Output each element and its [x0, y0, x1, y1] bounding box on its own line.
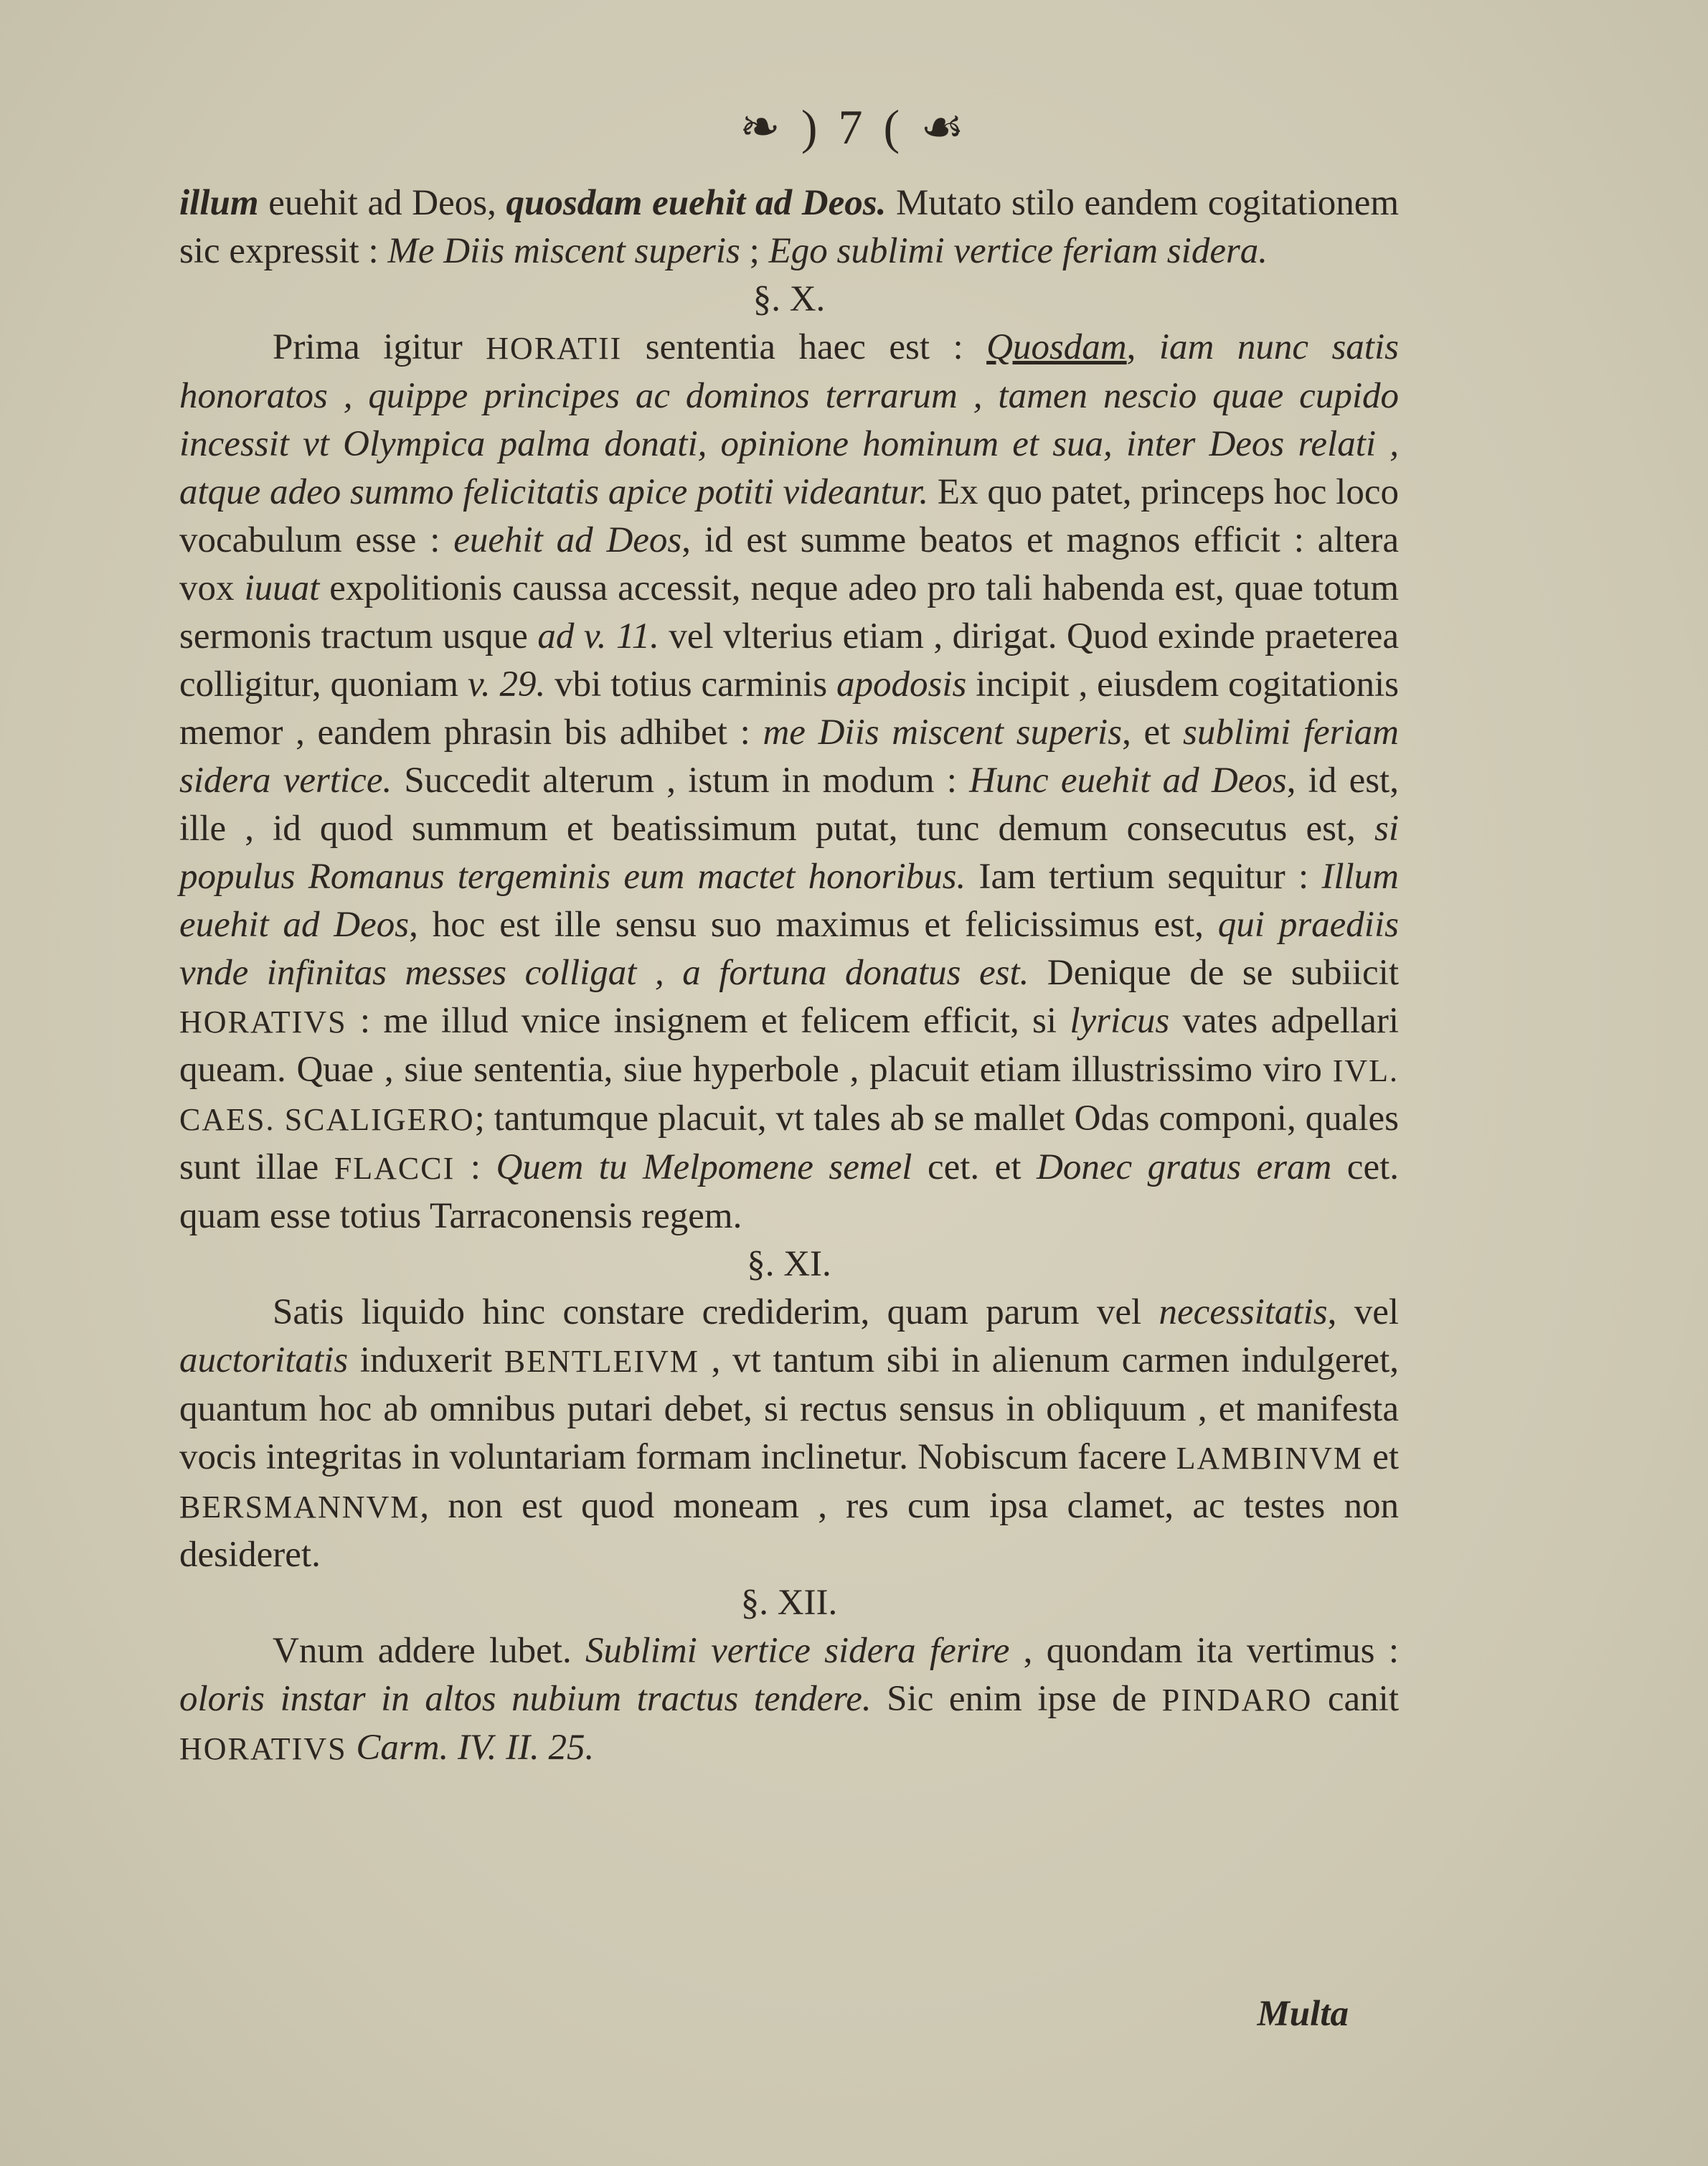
text-run: IVL. CAES. SCALIGERO	[179, 1053, 1399, 1137]
text-run: Me Diis miscent superis	[387, 231, 740, 271]
text-run: si populus Romanus tergeminis eum mactet honoribus.	[179, 809, 1399, 897]
text-run: PINDARO	[1161, 1682, 1313, 1718]
text-run: HORATIVS	[179, 1731, 347, 1766]
text-run: Ex quo patet, princeps hoc loco vocabulum esse :	[179, 472, 1400, 560]
text-run: qui praediis vnde infinitas messes colligat , a fortuna donatus est.	[179, 905, 1399, 993]
text-run: Succedit alterum , istum in modum :	[392, 761, 970, 801]
text-run: Sublimi vertice sidera ferire	[585, 1631, 1010, 1671]
text-run: Mutato stilo eandem cogitationem sic expressit :	[179, 183, 1400, 271]
text-run: apodosis	[836, 664, 967, 705]
paragraph-2	[179, 1289, 1399, 1579]
text-run: Vnum addere lubet.	[273, 1631, 585, 1671]
catchword: Multa	[1257, 1994, 1349, 2034]
text-run: Hunc euehit ad Deos	[969, 761, 1287, 801]
text-run: vel vlterius etiam , dirigat. Quod exinde praeterea colligitur, quoniam	[179, 616, 1399, 705]
text-run: et	[1363, 1437, 1400, 1477]
text-run: me Diis miscent superis	[763, 712, 1123, 753]
text-run: , vel	[1327, 1292, 1399, 1332]
text-run: Satis liquido hinc constare crediderim, quam parum vel	[273, 1292, 1159, 1332]
text-run: euehit ad Deos	[453, 520, 682, 560]
text-run: Illum euehit ad Deos	[179, 857, 1399, 945]
text-run: vates adpellari queam. Quae , siue sententia, siue hyperbole , placuit etiam illustrissimo viro	[179, 1001, 1399, 1090]
text-run: necessitatis	[1159, 1292, 1328, 1332]
text-run: , et	[1122, 712, 1183, 753]
text-run: sententia haec est :	[622, 327, 987, 367]
paragraph-1	[179, 324, 1399, 1240]
text-run: , vt tantum sibi in alienum carmen indulgeret, quantum hoc ab omnibus putari debet, si rectus sensus in obliquum , et manifesta vocis integritas in voluntariam formam inclinetur. Nobiscum facere	[179, 1340, 1399, 1477]
text-run: canit	[1312, 1679, 1399, 1719]
text-run: v. 29.	[467, 664, 546, 705]
text-run: BERSMANNVM	[179, 1489, 420, 1525]
text-run: cet. quam esse totius Tarraconensis regem.	[179, 1147, 1399, 1236]
text-run: Denique de se subiicit	[1029, 953, 1399, 993]
text-run: FLACCI	[334, 1151, 456, 1186]
text-run: Donec gratus eram	[1037, 1147, 1332, 1187]
text-run: HORATII	[486, 331, 623, 366]
text-run: ad v. 11.	[537, 616, 659, 656]
page-header: ❧ ) 7 ( ☙	[739, 100, 969, 154]
text-run: auctoritatis	[179, 1340, 349, 1380]
section-heading-11: §. XI.	[747, 1244, 831, 1284]
text-run: ,	[1126, 327, 1159, 367]
text-run: cet. et	[912, 1147, 1037, 1187]
text-run: expolitionis caussa accessit, neque adeo pro tali habenda est, quae totum sermonis tractum usque	[179, 568, 1399, 656]
section-heading-10: §. X.	[752, 279, 826, 319]
text-run: Prima igitur	[273, 327, 486, 367]
text-run: :	[455, 1147, 496, 1187]
section-heading-12: §. XII.	[740, 1583, 838, 1623]
text-run: incipit , eiusdem cogitationis memor , eandem phrasin bis adhibet :	[179, 664, 1399, 753]
text-run: illum	[179, 183, 259, 223]
paragraph-3	[179, 1627, 1399, 1773]
text-run: , hoc est ille sensu suo maximus et felicissimus est,	[409, 905, 1218, 945]
text-run: , non est quod moneam , res cum ipsa clamet, ac testes non desideret.	[179, 1486, 1399, 1575]
text-run: Quosdam	[986, 327, 1127, 367]
text-body	[179, 179, 1399, 1773]
text-run: , id est, ille , id quod summum et beatissimum putat, tunc demum consecutus est,	[179, 761, 1399, 849]
text-run: Sic enim ipse de	[871, 1679, 1162, 1719]
text-run: quosdam euehit ad Deos.	[506, 183, 887, 223]
text-run: vbi totius carminis	[545, 664, 836, 705]
text-run: oloris instar in altos nubium tractus tendere.	[179, 1679, 872, 1719]
text-run: , id est summe beatos et magnos efficit : altera vox	[179, 520, 1399, 608]
text-run: ; tantumque placuit, vt tales ab se mallet Odas componi, quales sunt illae	[179, 1098, 1399, 1187]
text-run: HORATIVS	[179, 1004, 347, 1040]
text-run: : me illud vnice insignem et felicem efficit, si	[346, 1001, 1070, 1041]
text-run: Iam tertium sequitur :	[966, 857, 1322, 897]
text-run: , quondam ita vertimus :	[1009, 1631, 1399, 1671]
text-run: Quem tu Melpomene semel	[496, 1147, 912, 1187]
text-run: Ego sublimi vertice feriam sidera.	[768, 231, 1268, 271]
text-run: euehit ad Deos,	[258, 183, 506, 223]
text-run: Carm. IV. II. 25.	[356, 1728, 595, 1768]
paragraph-0	[179, 179, 1399, 276]
text-run: iuuat	[244, 568, 320, 608]
text-run: BENTLEIVM	[504, 1344, 699, 1379]
text-run: induxerit	[348, 1340, 504, 1380]
text-run: ;	[740, 231, 769, 271]
text-run: iam nunc satis honoratos , quippe principes ac dominos terrarum , tamen nescio quae cupido incessit vt Olympica palma donati, opinione hominum et sua, inter Deos relati , atque adeo summo felicitatis apice potiti videantur.	[179, 327, 1399, 512]
text-run: LAMBINVM	[1176, 1441, 1364, 1476]
text-run: lyricus	[1070, 1001, 1170, 1041]
text-run	[347, 1728, 357, 1768]
text-run: sublimi feriam sidera vertice.	[179, 712, 1399, 801]
